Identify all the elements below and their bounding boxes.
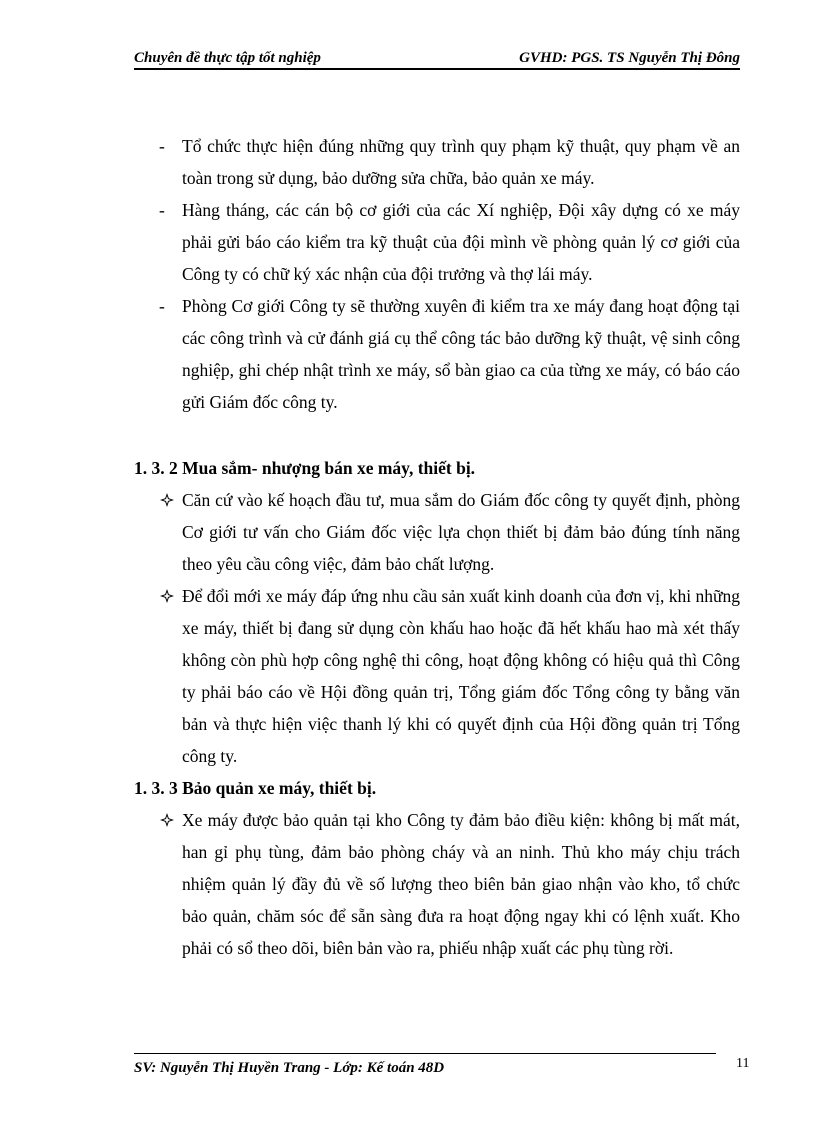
header-supervisor: GVHD: PGS. TS Nguyễn Thị Đông: [519, 50, 740, 66]
list-item-text: Tổ chức thực hiện đúng những quy trình quy phạm kỹ thuật, quy phạm về an toàn trong sử dụng, bảo dưỡng sửa chữa, bảo quản xe máy.: [182, 136, 740, 188]
dash-marker: -: [159, 296, 165, 316]
list-item-text: Phòng Cơ giới Công ty sẽ thường xuyên đi kiểm tra xe máy đang hoạt động tại các công trình và cử đánh giá cụ thể công tác bảo dưỡng kỹ thuật, vệ sinh công nghiệp, ghi chép nhật trình xe máy, sổ bàn giao ca của từng xe máy, có báo cáo gửi Giám đốc công ty.: [182, 296, 740, 412]
page-number: 11: [736, 1056, 750, 1071]
dash-marker: -: [159, 136, 165, 156]
section-heading-1-3-2: 1. 3. 2 Mua sắm- nhượng bán xe máy, thiết bị.: [134, 458, 476, 478]
list-item: [134, 130, 740, 194]
list-item-text: Để đổi mới xe máy đáp ứng nhu cầu sản xuất kinh doanh của đơn vị, khi những xe máy, thiết bị đang sử dụng còn khấu hao hoặc đã hết khấu hao mà xét thấy không còn phù hợp công nghệ thi công, hoạt động không có hiệu quả thì Công ty phải báo cáo về Hội đồng quản trị, Tổng giám đốc Tổng công ty bằng văn bản và thực hiện việc thanh lý khi có quyết định của Hội đồng quản trị Tổng công ty.: [182, 586, 740, 766]
dash-marker: -: [159, 200, 165, 220]
header-document-title: Chuyên đề thực tập tốt nghiệp: [134, 50, 321, 66]
diamond-bullet-icon: [160, 493, 174, 507]
page-body: [134, 130, 740, 964]
list-item: [134, 290, 740, 418]
diamond-bullet-icon: [160, 589, 174, 603]
section-heading-1-3-3: 1. 3. 3 Bảo quản xe máy, thiết bị.: [134, 778, 377, 798]
footer-student-info: SV: Nguyễn Thị Huyền Trang - Lớp: Kế toán 48D: [134, 1060, 445, 1076]
list-item-text: Xe máy được bảo quản tại kho Công ty đảm bảo điều kiện: không bị mất mát, han gỉ phụ tùng, đảm bảo phòng cháy và an ninh. Thủ kho máy chịu trách nhiệm quản lý đầy đủ về số lượng theo biên bản giao nhận vào kho, tổ chức bảo quản, chăm sóc để sẵn sàng đưa ra hoạt động ngay khi có lệnh xuất. Kho phải có sổ theo dõi, biên bản vào ra, phiếu nhập xuất các phụ tùng rời.: [182, 810, 740, 958]
list-item-text: Căn cứ vào kế hoạch đầu tư, mua sắm do Giám đốc công ty quyết định, phòng Cơ giới tư vấn cho Giám đốc việc lựa chọn thiết bị đảm bảo đúng tính năng theo yêu cầu công việc, đảm bảo chất lượng.: [182, 490, 740, 574]
page-header: [134, 50, 740, 70]
diamond-bullet-icon: [160, 813, 174, 827]
list-item: [134, 804, 740, 964]
list-item-text: Hàng tháng, các cán bộ cơ giới của các Xí nghiệp, Đội xây dựng có xe máy phải gửi báo cáo kiểm tra kỹ thuật của đội mình về phòng quản lý cơ giới của Công ty có chữ ký xác nhận của đội trưởng và thợ lái máy.: [182, 200, 740, 284]
list-item: [134, 580, 740, 772]
page-footer: [134, 1053, 716, 1077]
list-item: [134, 484, 740, 580]
list-item: [134, 194, 740, 290]
